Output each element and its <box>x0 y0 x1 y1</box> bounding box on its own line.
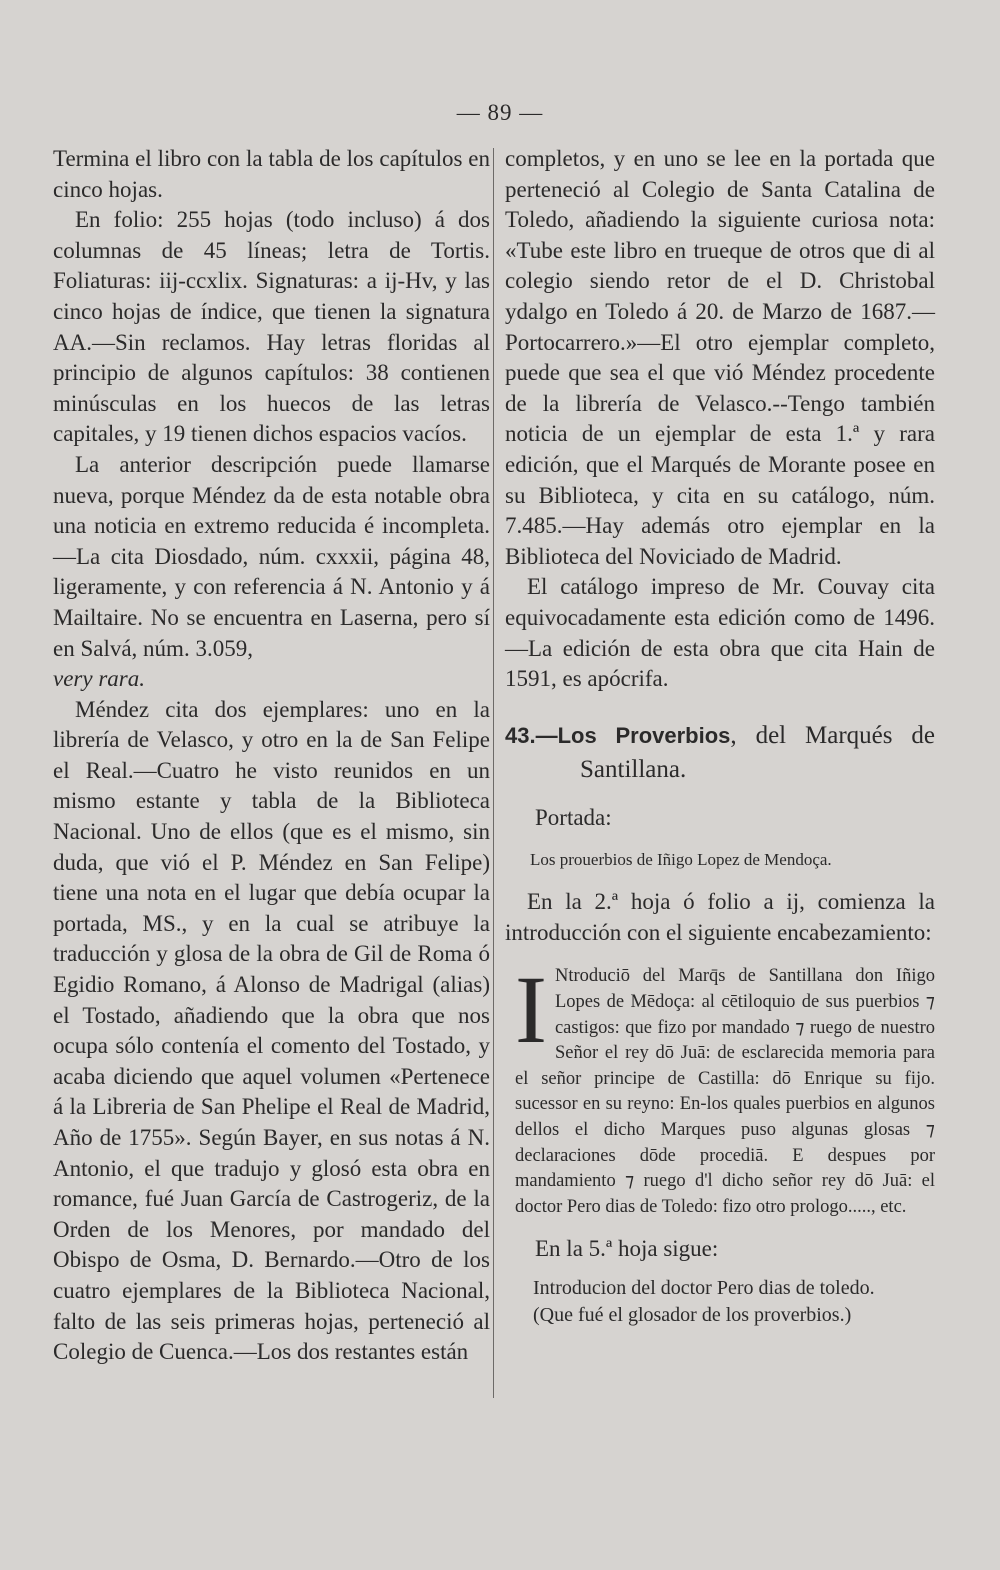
section-heading <box>505 719 935 787</box>
section-title-rest: , del Marqués de Santillana. <box>580 721 935 783</box>
drop-capital: I <box>515 956 547 1064</box>
closing-line-1: Introducion del doctor Pero dias de toledo. <box>533 1277 875 1299</box>
left-paragraph-4: Méndez cita dos ejemplares: uno en la librería de Velasco, y otro en la de San Felipe el Real.—Cuatro he visto reunidos en un mismo estante y tabla de la Biblioteca Nacional. Uno de ellos (que es el mismo, sin duda, que vió el P. Méndez en San Felipe) tiene una nota en el lugar que debía ocupar la portada, MS., y en la cual se atribuye la traducción y glosa de la obra de Gil de Roma ó Egidio Romano, á Alonso de Madrigal (alias) el Tostado, añadiendo que la obra que nos ocupa sólo contenía el comento del Tostado, y acaba diciendo que aquel volumen «Pertenece á la Libreria de San Phelipe el Real de Madrid, Año de 1755». Según Bayer, en sus notas á N. Antonio, el que tradujo y glosó esta obra en romance, fué Juan García de Castrogeriz, de la Orden de los Menores, por mandado del Obispo de Osma, D. Bernardo.—Otro de los cuatro ejemplares de la Biblioteca Nacional, falto de las seis primeras hojas, perteneció al Colegio de Cuenca.—Los dos restantes están <box>53 696 490 1365</box>
right-column <box>505 144 935 1329</box>
section-title-bold: Los Proverbios <box>557 722 731 748</box>
right-paragraph-1: completos, y en uno se lee en la portada que perteneció al Colegio de Santa Catalina de Toledo, añadiendo la siguiente curiosa nota: «Tube este libro en trueque de otros que di al colegio siendo retor de el D. Christobal ydalgo en Toledo á 20. de Marzo de 1687.—Portocarrero.»—El otro ejemplar completo, puede que sea el que vió Méndez procedente de la librería de Velasco.--Tengo también noticia de un ejemplar de esta 1.ª y rara edición, que el Marqués de Morante posee en su Biblioteca, y cita en su catálogo, núm. 7.485.—Hay además otro ejemplar en la Biblioteca del Noviciado de Madrid. <box>505 146 935 569</box>
left-italic-line: very rara. <box>53 666 145 692</box>
left-paragraph-1: Termina el libro con la tabla de los capítulos en cinco hojas. <box>53 146 490 202</box>
incipit-text: Ntroduciō del Marq̄s de Santillana don Iñigo Lopes de Mēdoça: al cētiloquio de sus puerbios ⁊ castigos: que fizo por mandado ⁊ ruego de nuestro Señor el rey dō Juā: de esclarecida memoria para el señor principe de Castilla: dō Enrique su fijo. sucessor en su reyno: En-los quales puerbios en algunos dellos el dicho Marques puso algunas glosas ⁊ declaraciones dōde procediā. E despues por mandamiento ⁊ ruego d'l dicho señor rey dō Juā: el doctor Pero dias de Toledo: fizo otro prologo....., etc. <box>515 966 935 1217</box>
left-paragraph-2: En folio: 255 hojas (todo incluso) á dos columnas de 45 líneas; letra de Tortis. Foliaturas: iij-ccxlix. Signaturas: a ij-Hv, y las cinco hojas de índice, que tienen la signatura AA.—Sin reclamos. Hay letras floridas al principio de algunos capítulos: 38 contienen minúsculas en los huecos de las letras capitales, y 19 tienen dichos espacios vacíos. <box>53 207 490 447</box>
left-paragraph-3: La anterior descripción puede llamarse nueva, porque Méndez da de esta notable obra una noticia en extremo reducida é incompleta.—La cita Diosdado, núm. cxxxii, página 48, ligeramente, y con referencia á N. Antonio y á Mailtaire. No se encuentra en Laserna, pero sí en Salvá, núm. 3.059, <box>53 451 490 661</box>
portada-text: Los prouerbios de Iñigo Lopez de Mendoça. <box>530 850 832 870</box>
column-divider <box>493 148 494 1398</box>
closing-lines <box>505 1275 935 1329</box>
portada-label: Portada: <box>535 804 612 830</box>
intro-paragraph: En la 2.ª hoja ó folio a ij, comienza la introducción con el siguiente encabezamiento: <box>505 889 935 945</box>
page-number: — 89 — <box>456 100 544 125</box>
right-paragraph-2: El catálogo impreso de Mr. Couvay cita equivocadamente esta edición como de 1496.—La edición de esta obra que cita Hain de 1591, es apócrifa. <box>505 574 935 692</box>
left-column <box>53 144 490 1368</box>
sequence-line: En la 5.ª hoja sigue: <box>535 1236 719 1262</box>
quoted-incipit <box>505 956 935 1220</box>
closing-line-2: (Que fué el glosador de los proverbios.) <box>533 1304 852 1326</box>
section-number: 43.— <box>505 722 558 748</box>
